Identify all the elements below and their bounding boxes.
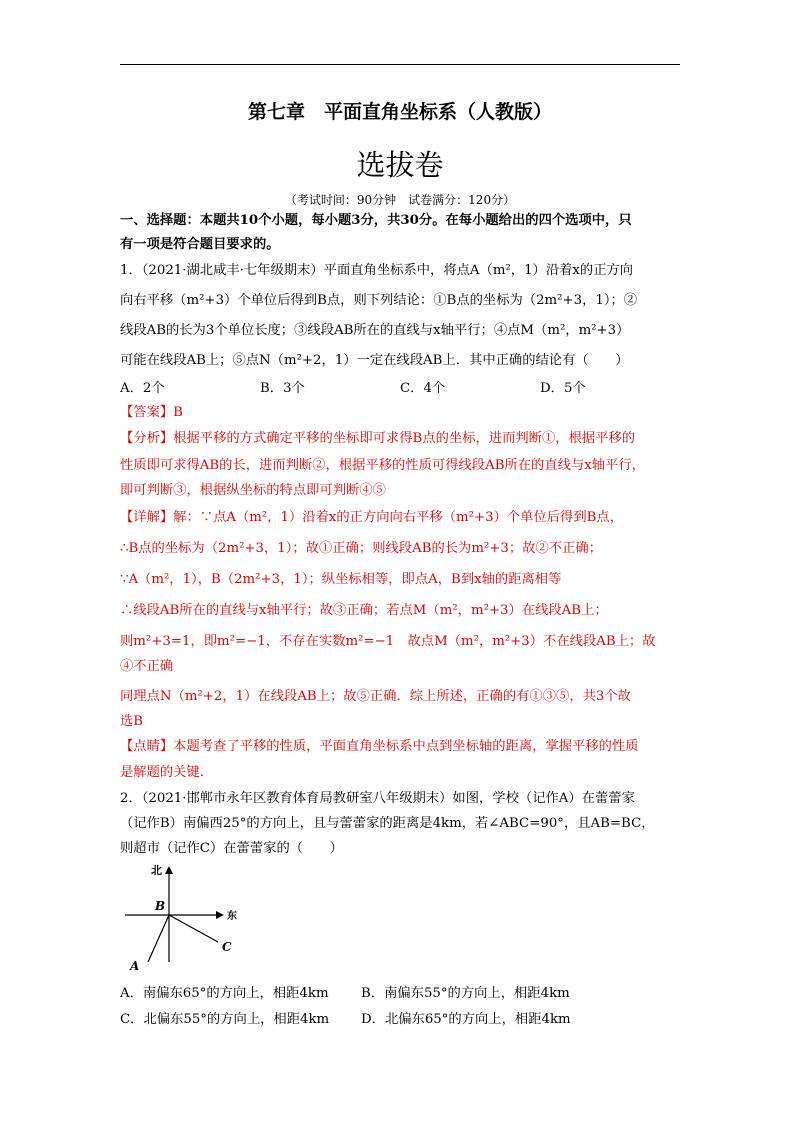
q2-option-a: A．南偏东65°的方向上，相距4km bbox=[120, 986, 329, 1001]
q1-detail-line: 【详解】解：∵点A（m²，1）沿着x的正方向向右平移（m²+3）个单位后得到B点， bbox=[120, 510, 624, 525]
q2-option-b: B．南偏东55°的方向上，相距4km bbox=[361, 986, 570, 1001]
q1-comment-line: 是解题的关键． bbox=[120, 765, 214, 780]
q1-option-c: C．4个 bbox=[400, 381, 446, 396]
q1-option-a: A．2个 bbox=[120, 381, 165, 396]
section-instructions-line: 有一项是符合题目要求的。 bbox=[120, 237, 280, 252]
q1-answer: 【答案】B bbox=[120, 405, 183, 420]
east-label: 东 bbox=[227, 911, 237, 922]
q1-detail-line: 选B bbox=[120, 714, 144, 729]
q1-detail-line: ∴B点的坐标为（2m²+3，1）；故①正确；则线段AB的长为m²+3；故②不正确； bbox=[120, 541, 602, 556]
north-label: 北 bbox=[151, 864, 162, 877]
q2-stem-line: 2．（2021·邯郸市永年区教育体育局教研室八年级期末）如图，学校（记作A）在蕾蕾家 bbox=[120, 791, 635, 806]
exam-info: （考试时间：90分钟 试卷满分：120分） bbox=[284, 193, 516, 207]
q1-stem-line: 可能在线段AB上；⑤点N（m²+2，1）一定在线段AB上．其中正确的结论有（ ） bbox=[120, 353, 629, 368]
east-arrow-icon bbox=[216, 911, 224, 919]
section-instructions-line: 一、选择题：本题共10个小题，每小题3分，共30分。在每小题给出的四个选项中，只 bbox=[120, 213, 632, 228]
q2-stem-line: 则超市（记作C）在蕾蕾家的（ ） bbox=[120, 841, 343, 856]
q1-analysis-line: 即可判断③，根据纵坐标的特点即可判断④⑤ bbox=[120, 483, 386, 498]
segment-ba bbox=[148, 915, 169, 962]
q1-comment-line: 【点睛】本题考查了平移的性质，平面直角坐标系中点到坐标轴的距离，掌握平移的性质 bbox=[120, 739, 639, 754]
compass-diagram bbox=[120, 862, 250, 974]
header-rule bbox=[120, 64, 680, 65]
q1-option-d: D．5个 bbox=[540, 381, 586, 396]
north-arrow-icon bbox=[165, 866, 173, 874]
point-c-label: C bbox=[222, 940, 232, 954]
q1-detail-line: 同理点N（m²+2，1）在线段AB上；故⑤正确．综上所述，正确的有①③⑤，共3个故 bbox=[120, 689, 631, 704]
q1-detail-line: ④不正确 bbox=[120, 659, 174, 674]
q1-option-b: B．3个 bbox=[260, 381, 305, 396]
segment-bc bbox=[169, 915, 218, 942]
point-b-label: B bbox=[155, 899, 166, 913]
q1-stem-line: 线段AB的长为3个单位长度；③线段AB所在的直线与x轴平行；④点M（m²，m²+3） bbox=[120, 323, 630, 338]
q2-stem-line: （记作B）南偏西25°的方向上，且与蕾蕾家的距离是4km，若∠ABC=90°，且AB=BC， bbox=[120, 816, 655, 831]
q1-analysis-line: 【分析】根据平移的方式确定平移的坐标即可求得B点的坐标，进而判断①，根据平移的 bbox=[120, 431, 636, 446]
q1-detail-line: ∵A（m²，1），B（2m²+3，1）；纵坐标相等，即点A，B到x轴的距离相等 bbox=[120, 572, 562, 587]
page-subtitle: 选拔卷 bbox=[356, 148, 444, 182]
q1-detail-line: 则m²+3=1，即m²=−1，不存在实数m²=−1 故点M（m²，m²+3）不在线段AB上；故 bbox=[120, 634, 656, 649]
q1-detail-line: ∴线段AB所在的直线与x轴平行；故③正确；若点M（m²，m²+3）在线段AB上； bbox=[120, 603, 608, 618]
q2-option-c: C．北偏东55°的方向上，相距4km bbox=[120, 1012, 330, 1027]
page-title: 第七章 平面直角坐标系（人教版） bbox=[247, 101, 552, 123]
point-a-label: A bbox=[130, 959, 140, 973]
q1-stem-line: 向右平移（m²+3）个单位后得到B点，则下列结论：①B点的坐标为（2m²+3，1）；② bbox=[120, 293, 638, 308]
q1-stem-line: 1．（2021·湖北咸丰·七年级期末）平面直角坐标系中，将点A（m²，1）沿着x的正方向 bbox=[120, 263, 634, 278]
q2-option-d: D．北偏东65°的方向上，相距4km bbox=[361, 1012, 571, 1027]
q1-analysis-line: 性质即可求得AB的长，进而判断②，根据平移的性质可得线段AB所在的直线与x轴平行， bbox=[120, 458, 645, 473]
